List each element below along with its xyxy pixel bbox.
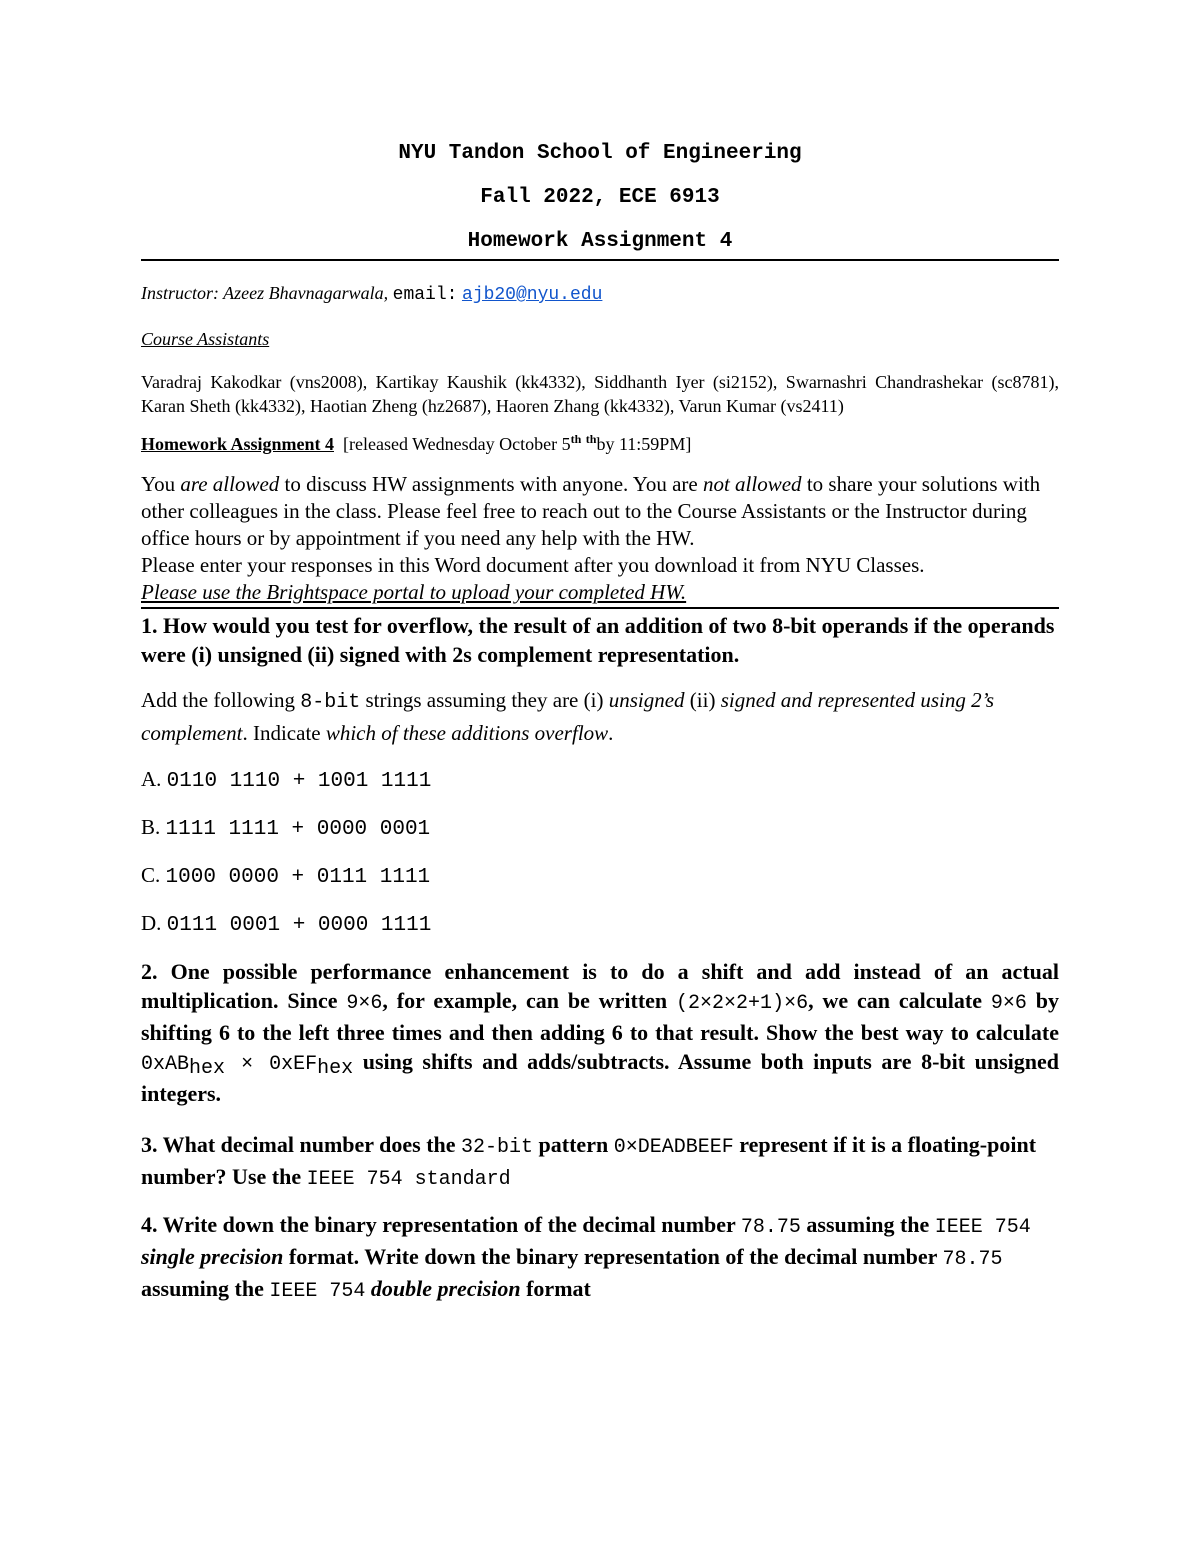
q3-text-3: represent if it is a floating-point number? Use the	[141, 1132, 1037, 1189]
q1-add-text-b: strings assuming they are (i)	[360, 688, 609, 712]
q2-text-1: One possible performance enhancement is to do a shift and add instead of an actual multiplication. Since	[141, 959, 1059, 1013]
policy-upload-note: Please use the Brightspace portal to upload your completed HW.	[141, 580, 687, 604]
q1-add-text-d: . Indicate	[242, 721, 326, 745]
q2-mono-3: 9×6	[990, 992, 1027, 1015]
q3-mono-2: 0×DEADBEEF	[613, 1136, 734, 1159]
course-assistants-title: Course Assistants	[141, 329, 270, 349]
school-title: NYU Tandon School of Engineering	[398, 142, 802, 165]
term-title: Fall 2022, ECE 6913	[480, 186, 720, 209]
q1-add-text-e: .	[608, 721, 614, 745]
q4-text-4: format. Write down the binary representation of the decimal number	[283, 1244, 943, 1269]
question-4	[141, 1210, 1059, 1306]
due-sup: th	[585, 432, 597, 446]
option-a	[141, 765, 1059, 796]
instructor-name: Instructor: Azeez Bhavnagarwala,	[141, 283, 389, 303]
q4-text-2: assuming the	[800, 1212, 935, 1237]
q4-text-1: Write down the binary representation of the decimal number	[157, 1212, 741, 1237]
instructor-line	[141, 281, 1059, 307]
policy-paragraph	[141, 471, 1059, 606]
release-line	[141, 432, 1059, 456]
question-2-number: 2.	[141, 959, 158, 984]
q2-text-5: using shifts and adds/subtracts. Assume both inputs are 8-bit unsigned integers.	[141, 1049, 1060, 1106]
option-c	[141, 861, 1059, 892]
released-sup: th	[570, 432, 582, 446]
header-divider	[141, 259, 1059, 261]
q4-mono-2: IEEE 754	[934, 1216, 1031, 1239]
email-label: email:	[392, 285, 458, 305]
q4-mono-1: 78.75	[740, 1216, 801, 1239]
policy-text-2: to discuss HW assignments with anyone. You are	[279, 472, 703, 496]
question-2	[141, 957, 1059, 1108]
question-1-instructions	[141, 685, 1059, 749]
option-b	[141, 813, 1059, 844]
q2-mono-4: 0xAB	[141, 1053, 190, 1076]
question-1	[141, 611, 1059, 669]
q4-mono-4: IEEE 754	[269, 1280, 366, 1303]
q2-mono-2: (2×2×2+1)×6	[676, 992, 809, 1015]
q1-add-which: which of these additions overflow	[325, 721, 609, 745]
policy-allowed: are allowed	[180, 472, 280, 496]
q2-text-2: , for example, can be written	[382, 988, 677, 1013]
option-a-expr: 0110 1110 + 1001 1111	[166, 770, 432, 793]
q3-text-2: pattern	[533, 1132, 614, 1157]
q2-text-3: , we can calculate	[808, 988, 991, 1013]
policy-text-1: You	[141, 472, 181, 496]
q3-mono-3: IEEE 754 standard	[306, 1168, 511, 1191]
q3-mono-1: 32-bit	[461, 1136, 534, 1159]
question-4-number: 4.	[141, 1212, 158, 1237]
q2-mono-5: × 0xEF	[225, 1053, 318, 1076]
option-d-expr: 0111 0001 + 0000 1111	[166, 914, 432, 937]
q2-sub-4: hex	[189, 1057, 226, 1080]
option-c-expr: 1000 0000 + 0111 1111	[165, 866, 431, 889]
due-time: by 11:59PM]	[596, 434, 692, 454]
q1-add-unsigned: unsigned	[608, 688, 685, 712]
q1-add-text-c: (ii)	[684, 688, 721, 712]
email-link[interactable]: ajb20@nyu.edu	[461, 285, 603, 305]
q4-text-7: format	[520, 1276, 591, 1301]
released-date: [released Wednesday October 5	[343, 434, 571, 454]
policy-divider	[141, 607, 1059, 609]
q4-single: single precision	[141, 1244, 284, 1269]
option-d-label: D.	[141, 911, 162, 935]
option-a-label: A.	[141, 767, 162, 791]
policy-text-4: Please enter your responses in this Word document after you download it from NYU Classes.	[141, 553, 925, 577]
q2-mono-1: 9×6	[346, 992, 383, 1015]
q4-mono-3: 78.75	[942, 1248, 1003, 1271]
question-3-number: 3.	[141, 1132, 158, 1157]
question-3	[141, 1130, 1059, 1194]
question-1-number: 1.	[141, 613, 158, 638]
option-b-expr: 1111 1111 + 0000 0001	[165, 818, 431, 841]
option-c-label: C.	[141, 863, 161, 887]
assignment-title: Homework Assignment 4	[467, 230, 733, 253]
release-title: Homework Assignment 4	[141, 434, 334, 454]
course-assistants-names: Varadraj Kakodkar (vns2008), Kartikay Kaushik (kk4332), Siddhanth Iyer (si2152), Swarnashri Chandrashekar (sc8781), Karan Sheth (kk4332), Haotian Zheng (hz2687), Haoren Zhang (kk4332), Varun Kumar (vs2411)	[141, 372, 1059, 416]
option-b-label: B.	[141, 815, 161, 839]
document-content	[141, 136, 1059, 1306]
q1-add-signed: signed and represented using 2’s complement	[141, 688, 995, 745]
policy-text-3: to share your solutions with other colleagues in the class. Please feel free to reach out to the Course Assistants or the Instructor during office hours or by appointment if you need any help with the HW.	[141, 472, 1041, 550]
question-1-text: How would you test for overflow, the result of an addition of two 8-bit operands if the operands were (i) unsigned (ii) signed with 2s complement representation.	[141, 613, 1055, 667]
q1-add-text-a: Add the following	[141, 688, 301, 712]
q3-text-1: What decimal number does the	[157, 1132, 462, 1157]
policy-not-allowed: not allowed	[702, 472, 802, 496]
q4-double: double precision	[370, 1276, 521, 1301]
q1-add-mono: 8-bit	[300, 691, 361, 714]
option-d	[141, 909, 1059, 940]
q4-text-5: assuming the	[141, 1276, 270, 1301]
q2-text-4: by shifting 6 to the left three times and then adding 6 to that result. Show the best way to calculate	[141, 988, 1059, 1045]
q2-sub-5: hex	[317, 1057, 354, 1080]
